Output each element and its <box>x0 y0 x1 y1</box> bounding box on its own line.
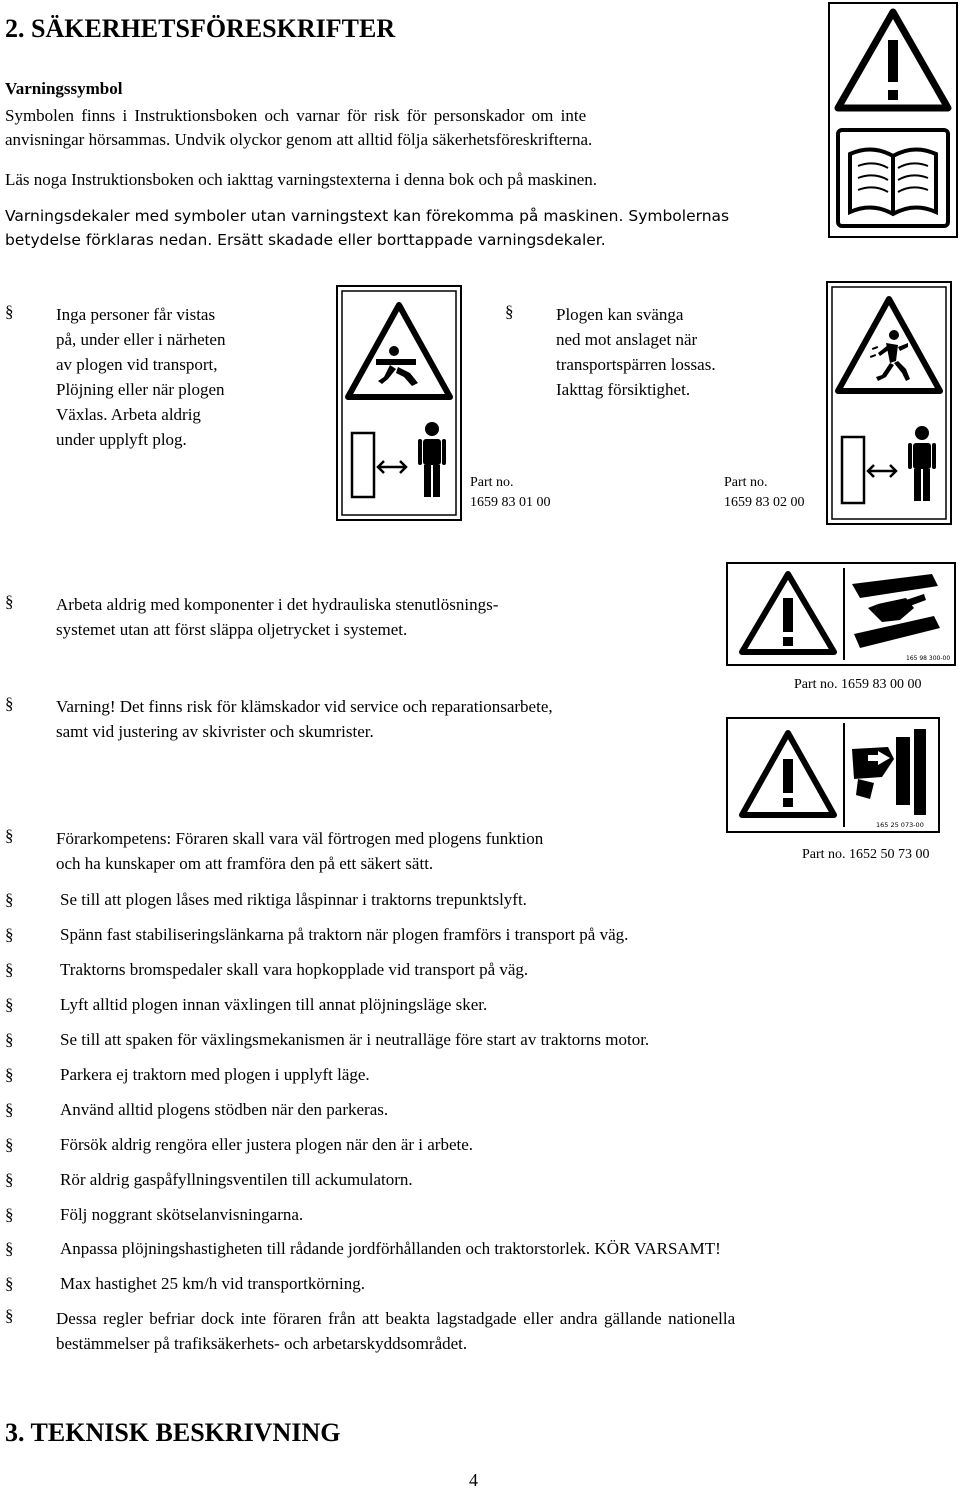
text-line: under upplyft plog. <box>56 430 187 449</box>
hydraulic-warning-text <box>56 592 498 642</box>
text-line: Arbeta aldrig med komponenter i det hydrauliska stenutlösnings- <box>56 595 499 614</box>
regulations-note <box>56 1306 948 1356</box>
driver-competence-text <box>56 826 543 876</box>
rule-text: Se till att spaken för växlingsmekanismen är i neutralläge före start av traktorns motor. <box>60 1030 650 1049</box>
book-icon <box>850 149 936 214</box>
bullet-marker: § <box>5 694 14 713</box>
bullet-marker: § <box>5 826 14 845</box>
bullet-marker: § <box>5 925 14 944</box>
part-number-1 <box>470 473 551 513</box>
text-line: Plogen kan svänga <box>556 305 684 324</box>
text-line: Iakttag försiktighet. <box>556 380 691 399</box>
decal-code: 165 98 300-00 <box>906 655 951 662</box>
bullet-marker: § <box>5 960 14 979</box>
intro-line: betydelse förklaras nedan. Ersätt skadade eller borttappade varningsdekaler. <box>5 231 606 249</box>
double-arrow-icon <box>868 465 896 477</box>
bullet-marker: § <box>5 995 14 1014</box>
rule-text: Försök aldrig rengöra eller justera plogen när den är i arbete. <box>60 1135 474 1154</box>
intro-line: Varningsdekaler med symboler utan varningstext kan förekomma på maskinen. Symbolernas <box>5 207 730 225</box>
part-code: 1659 83 02 00 <box>724 495 805 510</box>
intro-line: Symbolen finns i Instruktionsboken och varnar för risk för personskador om inte <box>5 106 587 125</box>
text-line: Dessa regler befriar dock inte föraren från att beakta lagstadgade eller andra gällande nationella <box>56 1309 736 1328</box>
part-code: 1659 83 01 00 <box>470 495 551 510</box>
text-line: Växlas. Arbeta aldrig <box>56 405 201 424</box>
standing-person-icon <box>908 426 936 501</box>
bullet-marker: § <box>505 302 514 321</box>
bullet-marker: § <box>5 1135 14 1154</box>
text-line: Förarkompetens: Föraren skall vara väl förtrogen med plogens funktion <box>56 829 544 848</box>
bullet-marker: § <box>5 1065 14 1084</box>
bullet-marker: § <box>5 1274 14 1293</box>
rule-text: Lyft alltid plogen innan växlingen till annat plöjningsläge sker. <box>60 995 488 1014</box>
standing-person-icon <box>418 422 446 497</box>
rule-text: Använd alltid plogens stödben när den parkeras. <box>60 1100 389 1119</box>
decal-crush <box>726 717 940 833</box>
text-line: av plogen vid transport, <box>56 355 218 374</box>
section-heading: 2. SÄKERHETSFÖRESKRIFTER <box>5 14 396 43</box>
read-manual-decal <box>828 2 958 238</box>
part-label: Part no. <box>470 475 514 490</box>
text-line: Inga personer får vistas <box>56 305 216 324</box>
crushing-pipe-icon <box>852 574 940 648</box>
crush-warning-text <box>56 694 553 744</box>
text-line: Varning! Det finns risk för klämskador vid service och reparationsarbete, <box>56 697 553 716</box>
text-line: transportspärren lossas. <box>556 355 716 374</box>
bullet-marker: § <box>5 302 14 321</box>
part-number-hydraulic: Part no. 1659 83 00 00 <box>794 677 922 692</box>
rule-text: Max hastighet 25 km/h vid transportkörning. <box>60 1274 366 1293</box>
rule-text: Rör aldrig gaspåfyllningsventilen till ackumulatorn. <box>60 1170 413 1189</box>
decal-hydraulic <box>726 562 956 666</box>
bullet-marker: § <box>5 1306 14 1325</box>
bullet-marker: § <box>5 1100 14 1119</box>
text-line: bestämmelser på trafiksäkerhets- och arbetarskyddsområdet. <box>56 1334 468 1353</box>
bullet-marker: § <box>5 1170 14 1189</box>
no-persons-warning-text <box>56 302 225 452</box>
struck-person-icon <box>870 330 910 381</box>
plough-swing-warning-text <box>556 302 716 402</box>
rule-text: Se till att plogen låses med riktiga låspinnar i traktorns trepunktslyft. <box>60 890 527 909</box>
section-heading: 3. TEKNISK BESKRIVNING <box>5 1418 341 1447</box>
rule-text: Anpassa plöjningshastigheten till rådande jordförhållanden och traktorstorlek. KÖR VARSAMT! <box>60 1239 721 1258</box>
part-label: Part no. <box>724 475 768 490</box>
rule-text: Parkera ej traktorn med plogen i upplyft läge. <box>60 1065 370 1084</box>
rule-text: Följ noggrant skötselanvisningarna. <box>60 1205 304 1224</box>
text-line: och ha kunskaper om att framföra den på ett säkert sätt. <box>56 854 434 873</box>
intro-line: anvisningar hörsammas. Undvik olyckor genom att alltid följa säkerhetsföreskrifterna. <box>5 130 593 149</box>
warning-symbol-subheading: Varningssymbol <box>5 79 123 98</box>
intro-line: Läs noga Instruktionsboken och iakttag varningstexterna i denna bok och på maskinen. <box>5 170 598 189</box>
text-line: Plöjning eller när plogen <box>56 380 225 399</box>
decal-falling-person <box>336 285 462 521</box>
text-line: på, under eller i närheten <box>56 330 226 349</box>
double-arrow-icon <box>378 461 406 473</box>
falling-person-icon <box>376 346 418 386</box>
decal-code: 165 25 073-00 <box>876 821 924 829</box>
part-number-2 <box>724 473 805 513</box>
crushed-hand-icon <box>852 729 926 815</box>
decal-swinging-plough <box>826 281 952 525</box>
bullet-marker: § <box>5 592 14 611</box>
rule-text: Traktorns bromspedaler skall vara hopkopplade vid transport på väg. <box>60 960 529 979</box>
bullet-marker: § <box>5 1239 14 1258</box>
part-number-crush: Part no. 1652 50 73 00 <box>802 847 930 862</box>
text-line: ned mot anslaget när <box>556 330 698 349</box>
text-line: samt vid justering av skivrister och skumrister. <box>56 722 374 741</box>
bullet-marker: § <box>5 1205 14 1224</box>
text-line: systemet utan att först släppa oljetrycket i systemet. <box>56 620 408 639</box>
bullet-marker: § <box>5 1030 14 1049</box>
rule-text: Spänn fast stabiliseringslänkarna på traktorn när plogen framförs i transport på väg. <box>60 925 629 944</box>
intro-paragraph <box>5 101 765 255</box>
page-number: 4 <box>469 1470 478 1490</box>
bullet-marker: § <box>5 890 14 909</box>
